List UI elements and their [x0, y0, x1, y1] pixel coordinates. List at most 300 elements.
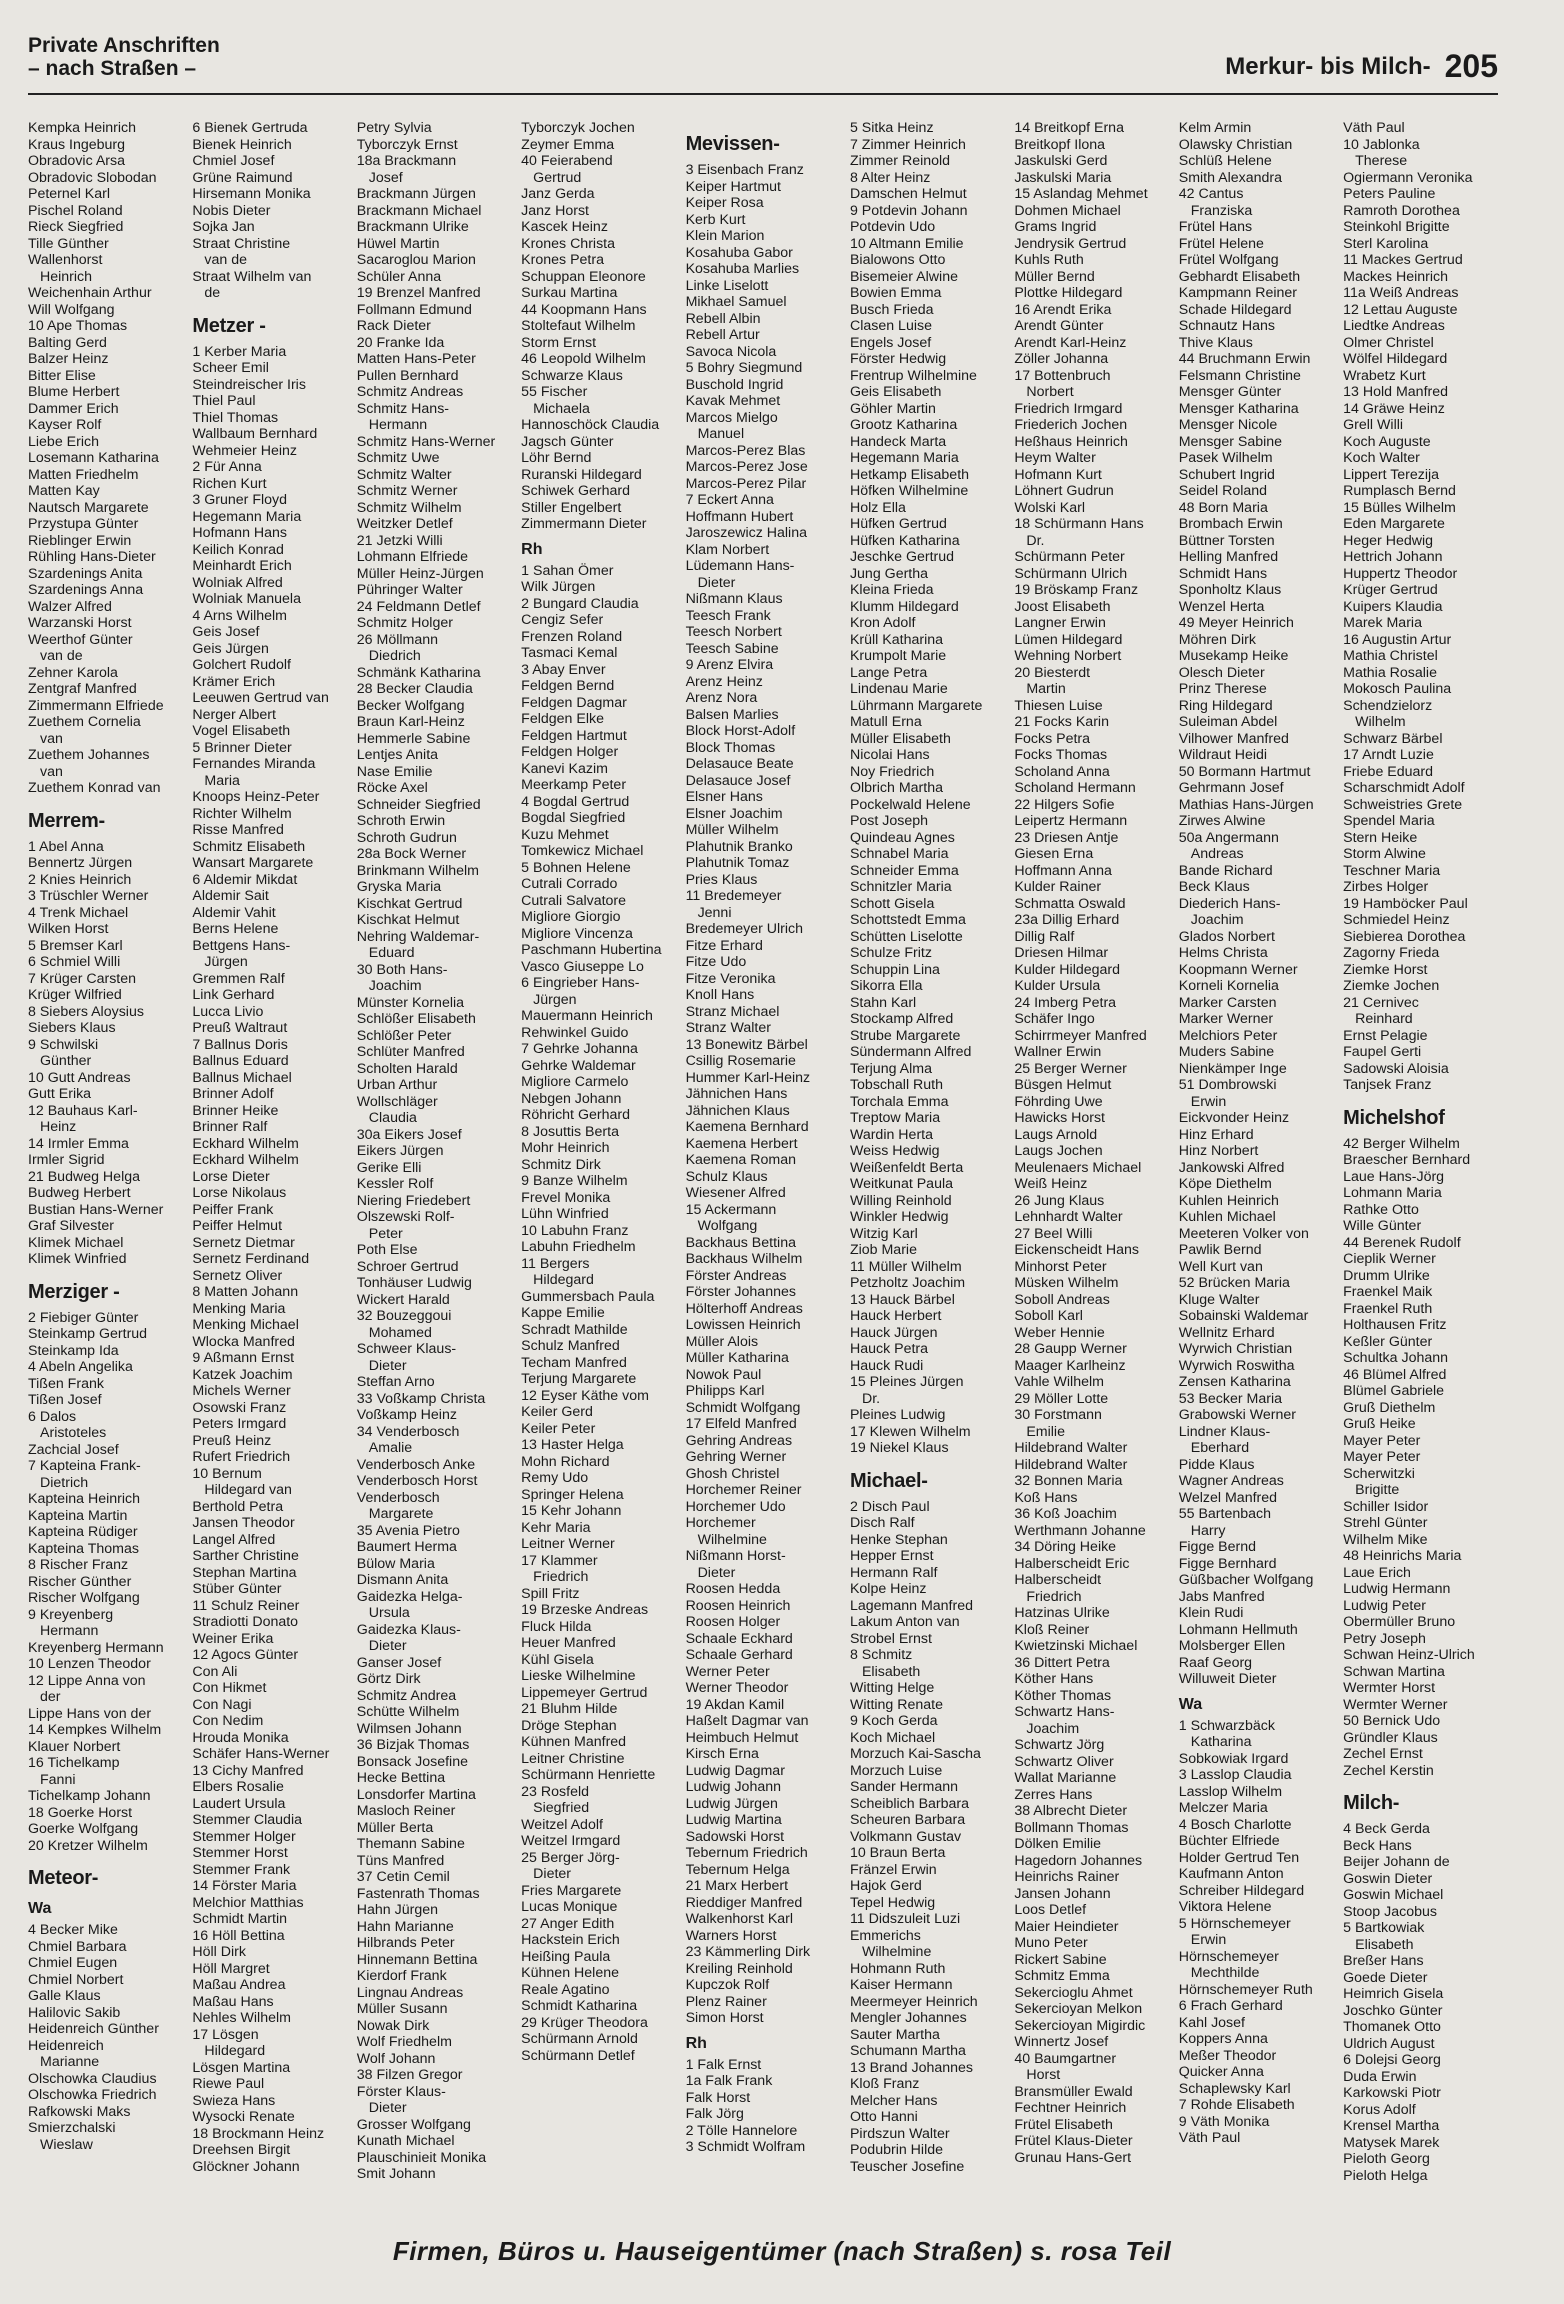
directory-entry: Grunau Hans-Gert	[1014, 2149, 1132, 2166]
directory-entry: Kunath Michael	[356, 2133, 455, 2149]
directory-entry: Lentjes Anita	[356, 747, 439, 763]
street-heading: Merrem-	[28, 809, 105, 832]
directory-entry: Halberscheidt	[1014, 1572, 1102, 1588]
directory-entry: Matten Hans-Peter	[356, 351, 476, 367]
directory-entry: Dieter	[368, 1638, 407, 1654]
directory-entry: Friedrich	[533, 1569, 589, 1585]
directory-entry: 34 Venderbosch	[356, 1423, 460, 1440]
directory-entry: Holz Ella	[849, 499, 906, 516]
directory-entry: 5 Hörnschemeyer	[1178, 1915, 1291, 1932]
directory-entry: Lohmann Maria	[1343, 1185, 1442, 1201]
directory-entry: 16 Augustin Artur	[1343, 631, 1452, 648]
directory-entry: Hahn Jürgen	[356, 1902, 439, 1918]
directory-entry: Joachim	[368, 978, 422, 994]
directory-entry: Leeuwen Gertrud van	[192, 690, 329, 706]
directory-entry: 44 Bruchmann Erwin	[1178, 351, 1311, 367]
directory-entry: Michels Werner	[192, 1383, 291, 1399]
directory-entry: Hawicks Horst	[1014, 1110, 1105, 1126]
directory-entry: Balzer Heinz	[28, 351, 109, 367]
directory-entry: Hofmann Kurt	[1014, 466, 1102, 483]
directory-entry: Gaidezka Helga-	[356, 1588, 463, 1605]
directory-entry: Föhrding Uwe	[1014, 1093, 1103, 1110]
directory-entry: Schroth Erwin	[356, 813, 446, 829]
directory-entry: Sekercioglu Ahmet	[1014, 1984, 1133, 2001]
directory-entry: Tomkewicz Michael	[521, 843, 644, 859]
directory-entry: Prinz Therese	[1178, 681, 1267, 697]
directory-entry: Schweistries Grete	[1343, 796, 1463, 813]
directory-entry: Block Thomas	[685, 739, 776, 756]
directory-entry: 9 Kreyenberg	[28, 1606, 114, 1623]
directory-entry: 3 Trüschler Werner	[28, 888, 149, 904]
directory-entry: Figge Bernd	[1178, 1539, 1257, 1555]
directory-entry: 15 Kehr Johann	[521, 1503, 622, 1519]
directory-entry: de	[204, 285, 221, 301]
directory-entry: Chmiel Josef	[192, 153, 275, 169]
directory-entry: Schütten Liselotte	[849, 928, 963, 945]
directory-entry: Lümen Hildegard	[1014, 631, 1123, 648]
directory-entry: 55 Fischer	[521, 384, 588, 400]
directory-entry: 10 Altmann Emilie	[849, 235, 964, 252]
directory-entry: Mensger Katharina	[1178, 400, 1299, 417]
directory-entry: Schmiedel Heinz	[1343, 912, 1450, 928]
directory-entry: Weißenfeldt Berta	[849, 1159, 964, 1176]
directory-entry: Korus Adolf	[1343, 2101, 1416, 2118]
directory-entry: Surkau Martina	[521, 285, 618, 301]
directory-entry: Ganser Josef	[356, 1654, 442, 1671]
directory-entry: Wölfel Hildegard	[1343, 351, 1448, 367]
directory-entry: Kulder Hildegard	[1014, 961, 1121, 978]
directory-entry: Leipertz Hermann	[1014, 813, 1128, 829]
directory-entry: Müller Katharina	[685, 1350, 789, 1366]
directory-entry: Elisabeth	[1355, 1936, 1414, 1953]
directory-entry: Werner Theodor	[685, 1680, 789, 1696]
directory-entry: 27 Beel Willi	[1014, 1225, 1093, 1242]
directory-entry: Breitkopf Ilona	[1014, 136, 1106, 153]
directory-entry: Steinkamp Ida	[28, 1342, 119, 1359]
directory-entry: Walzer Alfred	[28, 598, 112, 615]
directory-entry: Fanni	[40, 1771, 76, 1788]
directory-entry: Laugs Jochen	[1014, 1143, 1103, 1159]
directory-entry: 15 Bülles Wilhelm	[1343, 499, 1456, 516]
directory-entry: Meermeyer Heinrich	[849, 1993, 978, 2010]
directory-entry: Schnautz Hans	[1178, 318, 1275, 334]
directory-entry: Hofmann Hans	[192, 525, 288, 541]
directory-entry: Soboll Andreas	[1014, 1291, 1110, 1308]
directory-entry: Wermter Horst	[1343, 1680, 1436, 1696]
directory-entry: Jansen Theodor	[192, 1515, 295, 1531]
directory-entry: Petry Joseph	[1343, 1630, 1426, 1647]
directory-entry: Müller Bernd	[1014, 268, 1095, 285]
directory-entry: Terjung Margarete	[521, 1371, 637, 1387]
directory-entry: Göhler Martin	[849, 400, 936, 417]
directory-entry: Peters Irmgard	[192, 1416, 287, 1432]
directory-entry: Mensger Sabine	[1178, 433, 1283, 450]
directory-entry: 5 Bohry Siegmund	[685, 360, 803, 376]
directory-entry: Bisemeier Alwine	[849, 268, 958, 285]
directory-entry: Hagedorn Johannes	[1014, 1852, 1143, 1869]
directory-entry: Walkenhorst Karl	[685, 1911, 794, 1927]
directory-entry: Bialowons Otto	[849, 252, 946, 268]
directory-entry: Strube Margarete	[849, 1027, 961, 1044]
directory-entry: Pullen Bernhard	[356, 367, 459, 384]
directory-entry: Melchiors Peter	[1178, 1027, 1278, 1044]
directory-entry: Rumplasch Bernd	[1343, 483, 1456, 499]
directory-entry: Wickert Harald	[356, 1291, 450, 1308]
directory-entry: Zechel Kerstin	[1343, 1762, 1434, 1779]
directory-entry: Balting Gerd	[28, 334, 107, 351]
directory-entry: 7 Kapteina Frank-	[28, 1458, 141, 1474]
directory-entry: Knoops Heinz-Peter	[192, 789, 320, 805]
directory-entry: 48 Heinrichs Maria	[1343, 1548, 1462, 1564]
directory-entry: Teschner Maria	[1343, 862, 1441, 879]
directory-entry: Krüll Katharina	[849, 631, 944, 648]
directory-entry: Brinner Adolf	[192, 1086, 274, 1102]
directory-entry: Zimmermann Dieter	[521, 516, 647, 532]
directory-entry: Stiller Engelbert	[521, 499, 622, 516]
directory-entry: Smierzchalski	[28, 2120, 116, 2136]
directory-entry: Sobainski Waldemar	[1178, 1308, 1309, 1324]
directory-entry: Elbers Rosalie	[192, 1779, 284, 1795]
directory-entry: 46 Blümel Alfred	[1343, 1366, 1447, 1383]
page-header	[28, 34, 1498, 90]
street-heading: Michael-	[849, 1469, 928, 1492]
directory-entry: Winkler Hedwig	[849, 1209, 949, 1225]
directory-entry: Brackmann Ulrike	[356, 219, 469, 235]
directory-entry: Werthmann Johanne	[1014, 1522, 1146, 1539]
directory-entry: Stoop Jacobus	[1343, 1903, 1437, 1920]
directory-entry: Müller Berta	[356, 1819, 434, 1836]
directory-entry: Schulze Fritz	[849, 945, 932, 961]
directory-entry: Spill Fritz	[521, 1585, 580, 1602]
directory-entry: Väth Paul	[1178, 2130, 1241, 2146]
directory-entry: Pockelwald Helene	[849, 796, 971, 813]
directory-entry: Schwan Martina	[1343, 1663, 1445, 1680]
directory-entry: Liebe Erich	[28, 433, 99, 450]
directory-entry: Ziemke Horst	[1343, 961, 1428, 978]
directory-entry: Schmidt Martin	[192, 1911, 287, 1927]
directory-entry: 16 Höll Bettina	[192, 1927, 285, 1944]
directory-entry: Büttner Torsten	[1178, 532, 1275, 549]
directory-entry: Dieter	[368, 1357, 407, 1374]
directory-entry: 1 Sahan Ömer	[521, 562, 614, 579]
district-subheading: Wa	[1178, 1695, 1203, 1713]
directory-entry: Keiper Rosa	[685, 195, 764, 211]
directory-entry: Krones Christa	[521, 235, 616, 252]
directory-entry: Marek Maria	[1343, 615, 1422, 631]
directory-entry: Frütel Klaus-Dieter	[1014, 2133, 1133, 2149]
directory-entry: Elsner Joachim	[685, 805, 783, 822]
directory-entry: Emilie	[1026, 1423, 1065, 1440]
directory-entry: 30a Eikers Josef	[356, 1126, 462, 1143]
directory-entry: Ring Hildegard	[1178, 697, 1273, 714]
directory-entry: Langner Erwin	[1014, 615, 1106, 631]
directory-entry: Kerb Kurt	[685, 211, 746, 228]
directory-entry: 23 Rosfeld	[521, 1783, 589, 1800]
directory-entry: Arendt Günter	[1014, 318, 1104, 334]
directory-entry: Arenz Nora	[685, 690, 758, 706]
street-range-label: Merkur- bis Milch-	[1225, 53, 1431, 80]
directory-entry: Schüler Anna	[356, 268, 442, 285]
directory-entry: Pieloth Helga	[1343, 2167, 1428, 2184]
directory-entry: Feldgen Hartmut	[521, 727, 627, 744]
directory-entry: Wildraut Heidi	[1178, 747, 1268, 763]
directory-entry: Schroth Gudrun	[356, 829, 457, 846]
directory-entry: Sündermann Alfred	[849, 1044, 972, 1060]
directory-entry: Rufert Friedrich	[192, 1449, 291, 1465]
directory-entry: 20 Biesterdt	[1014, 664, 1091, 681]
directory-entry: 17 Klewen Wilhelm	[849, 1423, 971, 1440]
directory-entry: Wellnitz Erhard	[1178, 1324, 1275, 1341]
directory-entry: Scholand Hermann	[1014, 780, 1136, 796]
directory-entry: Diederich Hans-	[1178, 895, 1281, 912]
directory-entry: Maria	[204, 772, 240, 789]
directory-entry: Plauschinieit Monika	[356, 2149, 487, 2166]
directory-entry: Rack Dieter	[356, 318, 431, 334]
directory-entry: Fechtner Heinrich	[1014, 2100, 1127, 2116]
directory-entry: Will Wolfgang	[28, 301, 115, 318]
directory-entry: Grell Willi	[1343, 417, 1404, 433]
directory-entry: Viktora Helene	[1178, 1899, 1272, 1915]
directory-entry: Vogel Elisabeth	[192, 723, 291, 739]
directory-entry: Matten Kay	[28, 483, 100, 499]
directory-entry: Con Ali	[192, 1663, 238, 1680]
directory-entry: Bowien Emma	[849, 285, 942, 301]
directory-entry: Zuethem Johannes	[28, 747, 150, 763]
directory-entry: Bettgens Hans-	[192, 937, 291, 954]
directory-entry: Stern Heike	[1343, 829, 1418, 846]
directory-entry: Wolf Friedhelm	[356, 2034, 452, 2050]
directory-entry: Lindner Klaus-	[1178, 1423, 1271, 1440]
directory-entry: Schiller Isidor	[1343, 1498, 1429, 1515]
directory-entry: Hildegard	[533, 1272, 594, 1288]
directory-entry: Storm Alwine	[1343, 846, 1426, 862]
directory-entry: 38 Albrecht Dieter	[1014, 1803, 1128, 1819]
directory-entry: Jenni	[697, 904, 732, 921]
directory-entry: Schade Hildegard	[1178, 301, 1292, 318]
directory-entry: Wolski Karl	[1014, 499, 1086, 516]
directory-entry: 19 Hamböcker Paul	[1343, 895, 1468, 912]
directory-entry: Friedrich Irmgard	[1014, 400, 1123, 417]
directory-entry: Brinner Ralf	[192, 1119, 268, 1135]
directory-entry: Morzuch Kai-Sascha	[849, 1746, 981, 1762]
directory-entry: Kühl Gisela	[521, 1651, 594, 1668]
directory-entry: Willing Reinhold	[849, 1192, 952, 1209]
directory-entry: Frütel Elisabeth	[1014, 2116, 1113, 2133]
directory-entry: Dieter	[697, 1564, 736, 1581]
directory-entry: Sernetz Dietmar	[192, 1234, 295, 1251]
directory-entry: 13 Brand Johannes	[849, 2059, 974, 2076]
directory-entry: Kapteina Martin	[28, 1507, 128, 1524]
directory-entry: 7 Rohde Elisabeth	[1178, 2097, 1295, 2113]
directory-entry: Wolniak Alfred	[192, 574, 283, 591]
directory-entry: Tebernum Helga	[685, 1861, 790, 1878]
directory-entry: Schulz Klaus	[685, 1168, 768, 1185]
directory-entry: Fraenkel Maik	[1343, 1284, 1433, 1300]
directory-entry: Väth Paul	[1343, 120, 1405, 136]
directory-entry: Musekamp Heike	[1178, 648, 1289, 664]
directory-entry: Keßler Günter	[1343, 1333, 1433, 1350]
directory-entry: Schwan Heinz-Ulrich	[1343, 1647, 1475, 1663]
directory-entry: Nautsch Margarete	[28, 499, 149, 516]
directory-entry: 8 Schmitz	[849, 1647, 913, 1663]
directory-entry: Marker Werner	[1178, 1011, 1274, 1027]
directory-entry: Arenz Heinz	[685, 673, 763, 690]
directory-entry: Tyborczyk Jochen	[521, 120, 635, 136]
directory-entry: Olszewski Rolf-	[356, 1209, 455, 1225]
directory-entry: 1 Kerber Maria	[192, 343, 287, 360]
directory-entry: Plenz Rainer	[685, 1993, 767, 2010]
directory-entry: Tobschall Ruth	[849, 1077, 944, 1093]
directory-entry: 42 Berger Wilhelm	[1343, 1135, 1460, 1152]
directory-entry: Schäfer Hans-Werner	[192, 1746, 330, 1762]
directory-entry: Gremmen Ralf	[192, 970, 285, 987]
directory-entry: Weitzel Adolf	[521, 1816, 603, 1833]
directory-entry: Marcos-Perez Jose	[685, 459, 808, 475]
directory-entry: Hauck Herbert	[849, 1308, 942, 1324]
directory-entry: Wiesener Alfred	[685, 1185, 786, 1201]
directory-entry: 50 Bormann Hartmut	[1178, 763, 1311, 780]
directory-entry: Willuweit Dieter	[1178, 1671, 1277, 1687]
directory-entry: Pawlik Bernd	[1178, 1242, 1262, 1258]
directory-entry: Buschold Ingrid	[685, 376, 784, 393]
directory-entry: Nicolai Hans	[849, 747, 930, 763]
directory-entry: Hüwel Martin	[356, 235, 440, 252]
directory-entry: 30 Both Hans-	[356, 961, 448, 978]
directory-entry: Lingnau Andreas	[356, 1984, 464, 2001]
directory-entry: Steindreischer Iris	[192, 376, 306, 393]
directory-entry: Schmitz Elisabeth	[192, 838, 306, 855]
directory-entry: Urban Arthur	[356, 1077, 438, 1093]
directory-entry: Quicker Anna	[1178, 2064, 1264, 2080]
directory-entry: 55 Bartenbach	[1178, 1506, 1272, 1522]
directory-entry: Follmann Edmund	[356, 301, 472, 318]
directory-entry: 6 Dolejsi Georg	[1343, 2052, 1441, 2068]
directory-entry: 9 Väth Monika	[1178, 2113, 1270, 2130]
directory-entry: Zechel Ernst	[1343, 1746, 1423, 1762]
directory-entry: Pieloth Georg	[1343, 2151, 1430, 2167]
directory-entry: der	[40, 1689, 61, 1705]
directory-entry: Kulder Rainer	[1014, 879, 1102, 895]
directory-entry: Friedrich	[1026, 1588, 1082, 1605]
directory-entry: 15 Pleines Jürgen	[849, 1374, 964, 1390]
directory-entry: 20 Kretzer Wilhelm	[28, 1837, 148, 1854]
directory-entry: Mauermann Heinrich	[521, 1008, 653, 1024]
directory-entry: Schmitz Hans-Werner	[356, 433, 496, 450]
directory-entry: Frütel Wolfgang	[1178, 252, 1279, 268]
directory-entry: Uldrich August	[1343, 2035, 1435, 2052]
directory-entry: 9 Aßmann Ernst	[192, 1350, 295, 1366]
directory-entry: Marcos Mielgo	[685, 409, 778, 426]
directory-entry: Henke Stephan	[849, 1531, 948, 1548]
directory-entry: Ludwig Jürgen	[685, 1795, 778, 1812]
directory-entry: Kuhls Ruth	[1014, 252, 1084, 268]
directory-entry: Ludwig Johann	[685, 1779, 782, 1795]
directory-entry: Venderbosch	[356, 1489, 440, 1506]
directory-entry: Wolniak Manuela	[192, 591, 301, 607]
directory-entry: Brinkmann Wilhelm	[356, 862, 479, 879]
directory-entry: 40 Feierabend	[521, 153, 613, 169]
directory-entry: Melcher Hans	[849, 2092, 938, 2109]
directory-entry: Wardin Herta	[849, 1126, 933, 1143]
directory-entry: Mathia Rosalie	[1343, 664, 1437, 681]
directory-entry: Köther Thomas	[1014, 1687, 1112, 1704]
directory-entry: Katzek Joachim	[192, 1366, 293, 1383]
directory-entry: 11 Schulz Reiner	[192, 1597, 300, 1614]
directory-entry: Peter	[368, 1225, 403, 1242]
directory-entry: 1 Schwarzbäck	[1178, 1717, 1275, 1734]
directory-entry: Zehner Karola	[28, 664, 118, 681]
directory-entry: Sponholtz Klaus	[1178, 582, 1282, 598]
directory-entry: Hahn Marianne	[356, 1918, 454, 1935]
directory-entry: Kaemena Roman	[685, 1152, 796, 1168]
directory-entry: Pasek Wilhelm	[1178, 450, 1273, 466]
directory-entry: 21 Marx Herbert	[685, 1878, 789, 1894]
directory-entry: 25 Berger Jörg-	[521, 1849, 620, 1866]
directory-entry: Thiel Thomas	[192, 409, 279, 426]
directory-entry: Schneider Emma	[849, 862, 959, 879]
directory-entry: Riewe Paul	[192, 2076, 265, 2092]
directory-entry: Strobel Ernst	[849, 1630, 932, 1647]
directory-entry: Wehning Norbert	[1014, 648, 1122, 664]
directory-entry: 15 Aslandag Mehmet	[1014, 186, 1148, 202]
directory-entry: 29 Krüger Theodora	[521, 2014, 648, 2031]
directory-entry: Lange Petra	[849, 664, 928, 681]
directory-entry: Fries Margarete	[521, 1882, 622, 1899]
directory-entry: Hettrich Johann	[1343, 549, 1443, 565]
directory-entry: Ziob Marie	[849, 1242, 917, 1258]
directory-entry: Berthold Petra	[192, 1498, 284, 1515]
street-heading: Metzer -	[192, 314, 266, 337]
directory-entry: Kampmann Reiner	[1178, 285, 1298, 301]
directory-entry: Bransmüller Ewald	[1014, 2083, 1133, 2100]
directory-entry: Holder Gertrud Ten	[1178, 1849, 1300, 1866]
directory-entry: Schaale Gerhard	[685, 1647, 793, 1663]
directory-entry: 9 Banze Wilhelm	[521, 1173, 628, 1189]
directory-entry: 16 Tichelkamp	[28, 1755, 120, 1771]
directory-entry: Geis Elisabeth	[849, 384, 942, 400]
directory-entry: Wagner Andreas	[1178, 1473, 1284, 1489]
directory-entry: Teesch Frank	[685, 607, 771, 624]
directory-entry: 4 Becker Mike	[28, 1922, 118, 1938]
directory-entry: Zensen Katharina	[1178, 1374, 1291, 1390]
directory-entry: Terjung Alma	[849, 1060, 932, 1077]
directory-entry: Lorse Dieter	[192, 1168, 270, 1185]
directory-entry: Muno Peter	[1014, 1935, 1088, 1951]
directory-entry: Tanjsek Franz	[1343, 1077, 1432, 1093]
directory-entry: Diedrich	[368, 648, 421, 664]
directory-entry: 32 Bouzeggoui	[356, 1308, 452, 1324]
directory-entry: 23 Kämmerling Dirk	[685, 1944, 811, 1960]
directory-entry: Dismann Anita	[356, 1572, 449, 1588]
directory-entry: 10 Labuhn Franz	[521, 1222, 629, 1239]
directory-entry: Rebell Artur	[685, 327, 760, 343]
directory-entry: Thiel Paul	[192, 393, 256, 409]
directory-entry: Beijer Johann de	[1343, 1854, 1450, 1870]
directory-entry: Wlocka Manfred	[192, 1333, 295, 1350]
directory-entry: Wallner Erwin	[1014, 1044, 1102, 1060]
directory-entry: Chmiel Barbara	[28, 1938, 127, 1955]
directory-entry: Ludwig Dagmar	[685, 1762, 785, 1779]
directory-entry: Kischkat Gertrud	[356, 895, 463, 912]
directory-entry: Becker Wolfgang	[356, 697, 465, 714]
directory-entry: 18 Brockmann Heinz	[192, 2125, 325, 2142]
directory-entry: Irmler Sigrid	[28, 1152, 105, 1168]
directory-entry: 36 Bizjak Thomas	[356, 1737, 470, 1753]
header-rule	[28, 93, 1498, 95]
directory-entry: 13 Hauck Bärbel	[849, 1291, 955, 1308]
directory-entry: 11 Didszuleit Luzi	[849, 1911, 961, 1927]
directory-entry: 26 Jung Klaus	[1014, 1192, 1105, 1209]
